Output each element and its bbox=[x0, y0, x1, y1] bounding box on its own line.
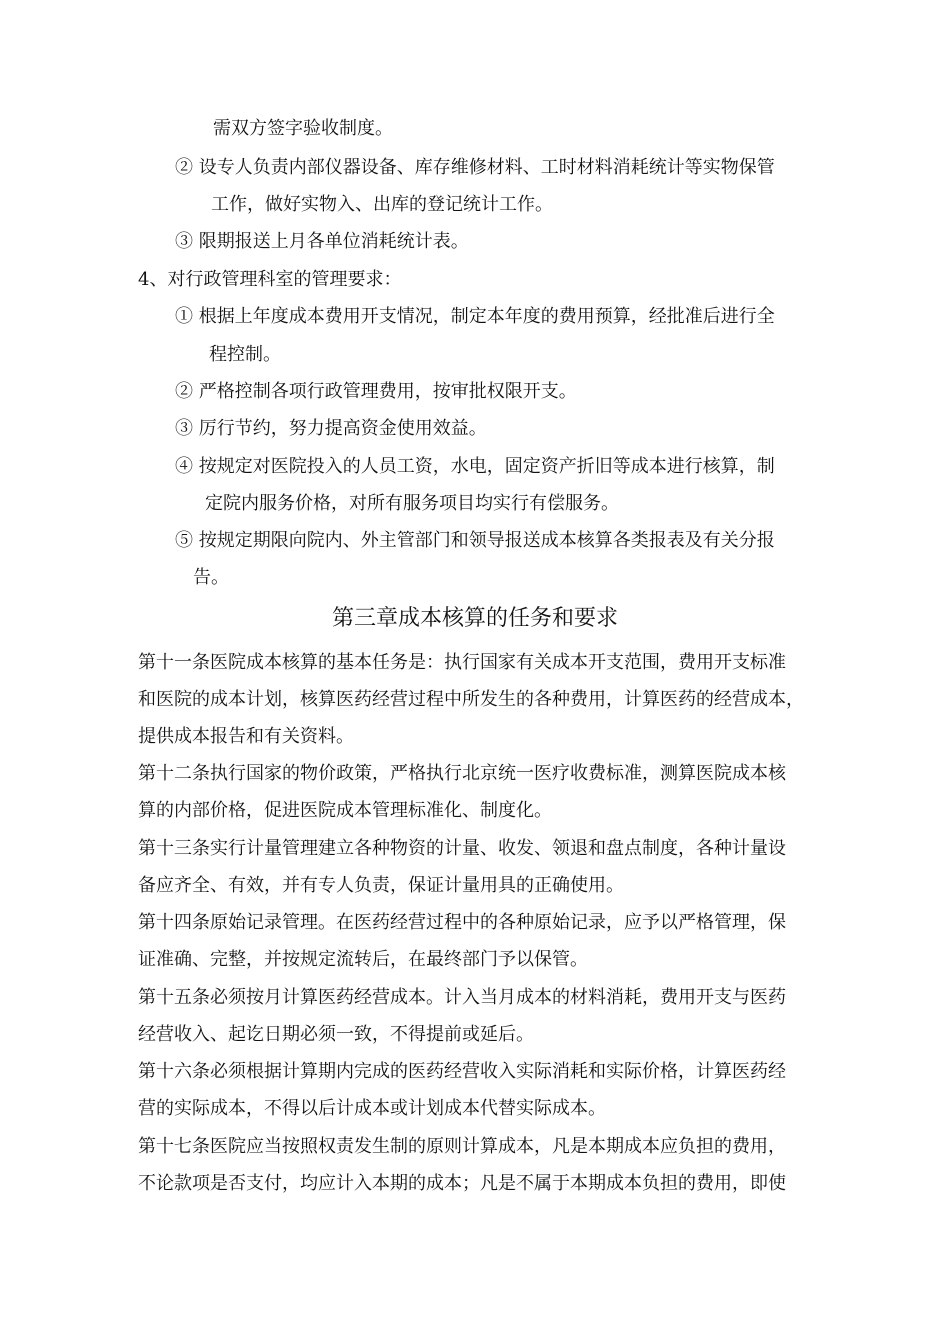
paragraph-line: 营的实际成本，不得以后计成本或计划成本代替实际成本。 bbox=[138, 1098, 606, 1119]
text-line: 需双方签字验收制度。 bbox=[213, 118, 393, 139]
chapter-title: 第三章成本核算的任务和要求 bbox=[331, 606, 618, 631]
paragraph-line: 第十四条原始记录管理。在医药经营过程中的各种原始记录，应予以严格管理，保 bbox=[138, 912, 786, 933]
text-line: 程控制。 bbox=[209, 344, 281, 365]
list-item: ⑤ 按规定期限向院内、外主管部门和领导报送成本核算各类报表及有关分报 bbox=[175, 530, 775, 551]
paragraph-line: 第十二条执行国家的物价政策，严格执行北京统一医疗收费标准，测算医院成本核 bbox=[138, 763, 786, 784]
paragraph-line: 第十五条必须按月计算医药经营成本。计入当月成本的材料消耗，费用开支与医药 bbox=[138, 987, 786, 1008]
paragraph-line: 第十三条实行计量管理建立各种物资的计量、收发、领退和盘点制度，各种计量设 bbox=[138, 838, 786, 859]
list-item: ③ 厉行节约，努力提高资金使用效益。 bbox=[175, 418, 487, 439]
paragraph-line: 第十一条医院成本核算的基本任务是：执行国家有关成本开支范围，费用开支标准 bbox=[138, 652, 786, 673]
paragraph-line: 经营收入、起讫日期必须一致，不得提前或延后。 bbox=[138, 1024, 534, 1045]
list-item: ② 严格控制各项行政管理费用，按审批权限开支。 bbox=[175, 381, 577, 402]
paragraph-line: 和医院的成本计划，核算医药经营过程中所发生的各种费用，计算医药的经营成本， bbox=[138, 689, 804, 710]
paragraph-line: 提供成本报告和有关资料。 bbox=[138, 726, 354, 747]
text-line: 工作，做好实物入、出库的登记统计工作。 bbox=[211, 194, 553, 215]
list-item: ① 根据上年度成本费用开支情况，制定本年度的费用预算，经批准后进行全 bbox=[175, 306, 775, 327]
list-item: ② 设专人负责内部仪器设备、库存维修材料、工时材料消耗统计等实物保管 bbox=[175, 157, 775, 178]
section-heading: 4、对行政管理科室的管理要求： bbox=[138, 269, 402, 290]
paragraph-line: 证准确、完整，并按规定流转后，在最终部门予以保管。 bbox=[138, 949, 588, 970]
paragraph-line: 备应齐全、有效，并有专人负责，保证计量用具的正确使用。 bbox=[138, 875, 624, 896]
list-item: ③ 限期报送上月各单位消耗统计表。 bbox=[175, 231, 469, 252]
list-item: ④ 按规定对医院投入的人员工资，水电，固定资产折旧等成本进行核算，制 bbox=[175, 456, 775, 477]
text-line: 告。 bbox=[193, 567, 229, 588]
paragraph-line: 算的内部价格，促进医院成本管理标准化、制度化。 bbox=[138, 800, 552, 821]
text-line: 定院内服务价格，对所有服务项目均实行有偿服务。 bbox=[205, 493, 619, 514]
paragraph-line: 第十七条医院应当按照权责发生制的原则计算成本，凡是本期成本应负担的费用， bbox=[138, 1136, 786, 1157]
paragraph-line: 第十六条必须根据计算期内完成的医药经营收入实际消耗和实际价格，计算医药经 bbox=[138, 1061, 786, 1082]
paragraph-line: 不论款项是否支付，均应计入本期的成本；凡是不属于本期成本负担的费用，即使 bbox=[138, 1173, 786, 1194]
